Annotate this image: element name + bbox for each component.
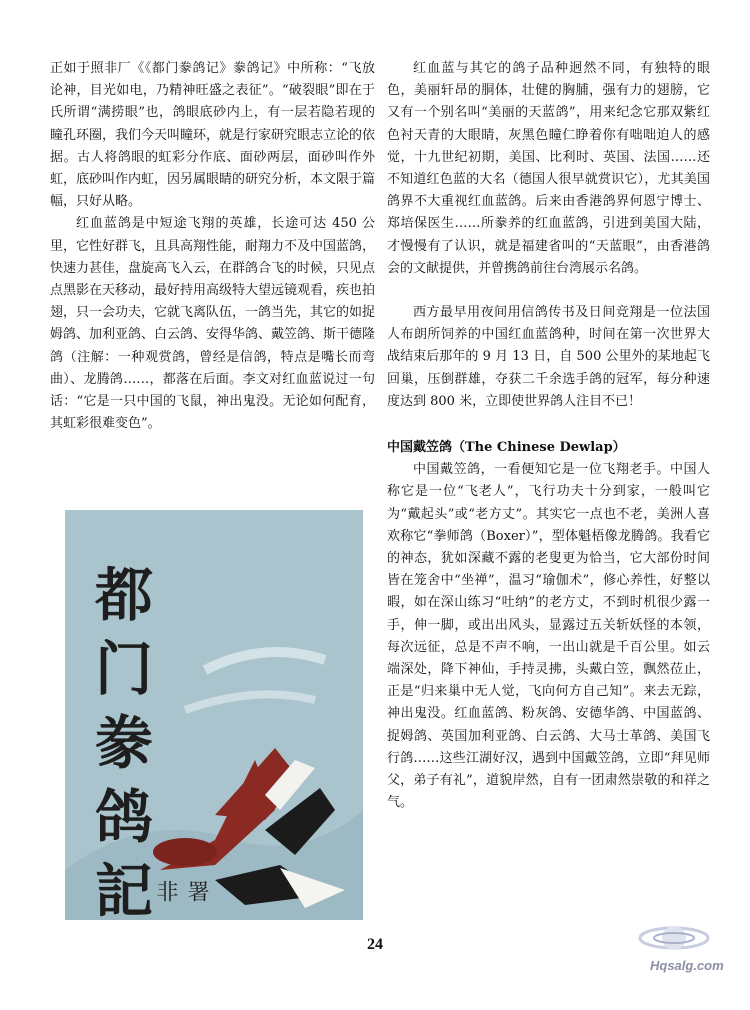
- left-column: [50, 58, 375, 435]
- paragraph: 中国戴笠鸽，一看便知它是一位飞翔老手。中国人称它是一位“飞老人”，飞行功夫十分到家，一般叫它为“戴起头”或“老方丈”。其实它一点也不老，美洲人喜欢称它“拳师鸽（Boxer）”，型体魁梧像龙腾鸽。我看它的神态，犹如深藏不露的老叟更为恰当，它大部份时间皆在笼舍中“坐禅”，温习“瑜伽术”，修心养性，好整以暇，如在深山练习“吐纳”的老方丈，不到时机很少露一手，伸一脚，或出出风头，显露过五关斩妖怪的本领，每次远征，总是不声不响，一出山就是千百公里。如云端深处，降下神仙，手持灵拂，头戴白笠，飘然莅止，正是“归来巢中无人觉，飞向何方自己知”。来去无踪，神出鬼没。红血蓝鸽、粉灰鸽、安德华鸽、中国蓝鸽、捉姆鸽、英国加利亚鸽、白云鸽、大马士革鸽、美国飞行鸽……这些江湖好汉，遇到中国戴笠鸽，立即“拜见师父，弟子有礼”，道貌岸然，自有一团肃然崇敬的和祥之气。: [387, 462, 710, 811]
- paragraph: 红血蓝鸽是中短途飞翔的英雄，长途可达 450 公里，它性好群飞，且具高翔性能，耐翔力不及中国蓝鸽，快速力甚佳，盘旋高飞入云，在群鸽合飞的时候，只见点点黑影在天移动，最好持用高级特大望远镜观看，疾也拍翅，只一会功夫，它就飞离队伍，一鸽当先，其它的如捉姆鸽、加利亚鸽、白云鸽、安得华鸽、戴笠鸽、斯干德隆鸽（注解：一种观赏鸽，曾经是信鸽，特点是嘴长而弯曲）、龙腾鸽……，都落在后面。李文对红血蓝说过一句话：“它是一只中国的飞鼠，神出鬼没。无论如何配育，其虹彩很难变色”。: [50, 216, 376, 432]
- cover-title: 都门豢鸽記: [95, 561, 154, 920]
- right-column: [387, 58, 710, 815]
- section-heading: 中国戴笠鸽（The Chinese Dewlap）: [387, 440, 626, 456]
- paragraph: 红血蓝与其它的鸽子品种迥然不同，有独特的眼色，美丽轩昂的胴体，壮健的胸脯，强有力的翅膀，它又有一个别名叫“美丽的天蓝鸽”，用来纪念它那双紫红色衬天青的大眼睛，灰黑色瞳仁睁着你有咄咄迫人的感觉，十九世纪初期，美国、比利时、英国、法国……还不知道红色蓝的大名（德国人很早就赏识它），尤其美国鸽界不大重视红血蓝鸽。后来由香港鸽界何恩宁博士、郑培保医生……所豢养的红血蓝鸽，引进到美国大陆，才慢慢有了认识，就是福建省叫的“天蓝眼”，由香港鸽会的文献提供，并曾携鸽前往台湾展示名鸽。: [387, 61, 710, 276]
- paragraph: 西方最早用夜间用信鸽传书及日间竞翔是一位法国人布朗所饲养的中国红血蓝鸽种，时间在第一次世界大战结束后那年的 9 月 13 日，自 500 公里外的某地起飞回巢，压倒群雄，夺获二千余选手鸽的冠军，每分种速度达到 800 米，立即使世界鸽人注目不已！: [387, 305, 710, 409]
- cover-author: 署非: [153, 880, 209, 902]
- watermark-text: Hqsalg.com: [650, 958, 724, 973]
- paragraph: 正如于照非厂《《都门豢鸽记》豢鸽记》中所称：“飞放论神，目光如电，乃精神旺盛之表征”。“破裂眼”即在于氏所谓“满捞眼”也，鸽眼底砂内上，有一层若隐若现的瞳孔环圈，我们今天叫瞳环，就是行家研究眼志立论的依据。古人将鸽眼的虹彩分作底、面砂两层，面砂叫作外虹，底砂叫作内虹，因另属眼睛的研究分析，本文限于篇幅，只好从略。: [50, 61, 376, 210]
- page-number: 24: [367, 936, 383, 953]
- book-cover-image: [65, 510, 363, 920]
